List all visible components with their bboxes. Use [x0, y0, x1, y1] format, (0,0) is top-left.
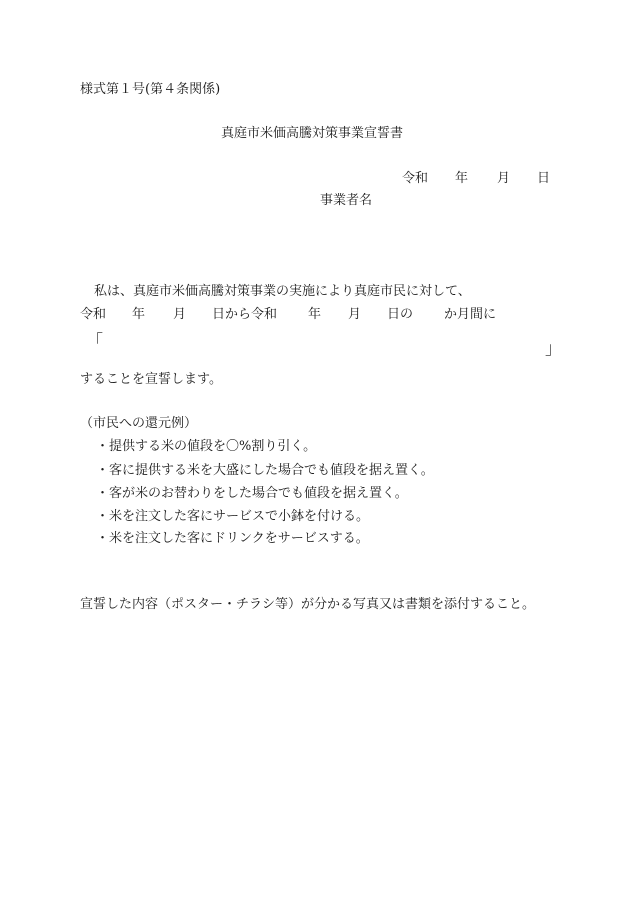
- declaration-line: することを宣誓します。: [80, 372, 222, 387]
- period-year-start: 年: [132, 307, 146, 322]
- example-item: ・客が米のお替わりをした場合でも値段を据え置く。: [96, 486, 408, 501]
- period-month-start: 月: [173, 307, 187, 322]
- date-era-label: 令和: [402, 171, 429, 186]
- period-era-start: 令和: [80, 307, 107, 322]
- declaration-intro: 私は、真庭市米価高騰対策事業の実施により真庭市民に対して、: [94, 284, 471, 299]
- example-item: ・客に提供する米を大盛にした場合でも値段を据え置く。: [96, 463, 434, 478]
- examples-heading: （市民への還元例）: [80, 416, 198, 431]
- example-item: ・提供する米の値段を〇%割り引く。: [96, 439, 317, 454]
- document-title: 真庭市米価高騰対策事業宣誓書: [221, 126, 404, 141]
- date-year-label: 年: [455, 171, 469, 186]
- period-day-end: 日の: [387, 307, 414, 322]
- example-item: ・米を注文した客にドリンクをサービスする。: [96, 531, 369, 546]
- period-from-label: 日から令和: [212, 307, 278, 322]
- period-duration-label: か月間に: [444, 307, 497, 322]
- example-item: ・米を注文した客にサービスで小鉢を付ける。: [96, 509, 370, 524]
- content-bracket-close: 」: [545, 339, 562, 359]
- attachment-note: 宣誓した内容（ポスター・チラシ等）が分かる写真又は書類を添付すること。: [80, 597, 536, 612]
- period-month-end: 月: [348, 307, 362, 322]
- period-year-end: 年: [308, 307, 322, 322]
- form-number: 様式第１号(第４条関係): [80, 82, 221, 97]
- date-month-label: 月: [497, 171, 511, 186]
- content-bracket-open: 「: [86, 332, 103, 352]
- date-day-label: 日: [537, 171, 551, 186]
- business-name-label: 事業者名: [320, 193, 373, 208]
